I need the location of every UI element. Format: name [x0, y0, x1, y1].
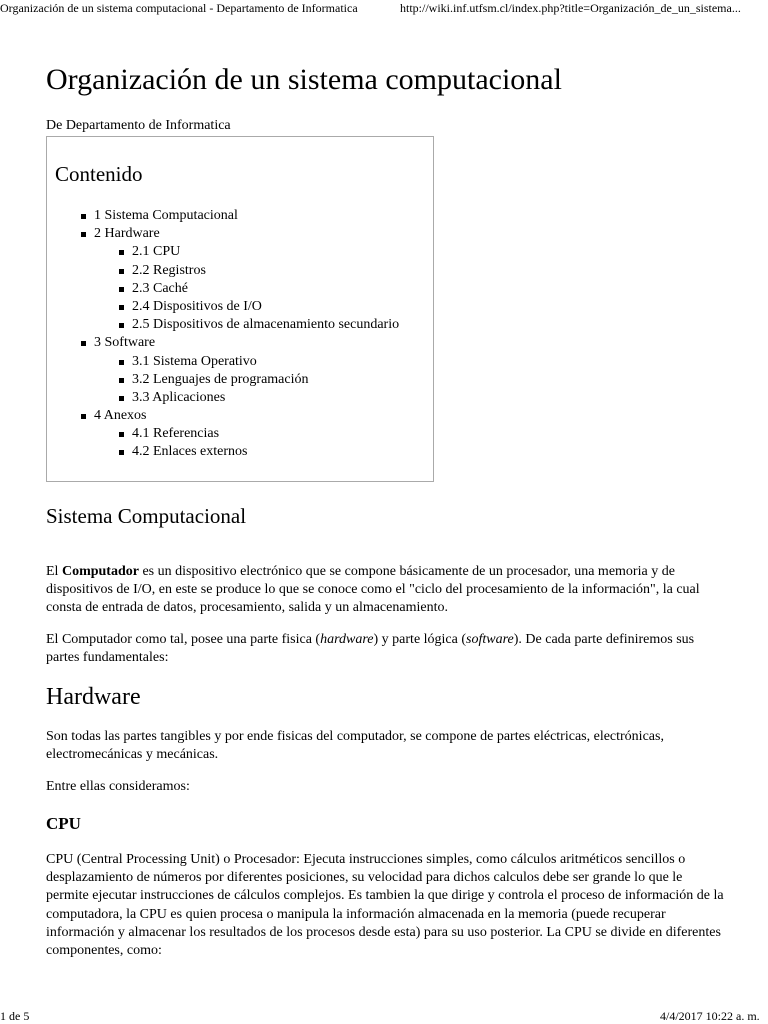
paragraph-hardware-software [46, 631, 726, 667]
toc-item-enlaces-externos[interactable]: 4.2 Enlaces externos [47, 443, 399, 461]
page-number: 1 de 5 [0, 1009, 30, 1023]
toc-title: Contenido [55, 162, 143, 186]
section-heading-sistema-computacional: Sistema Computacional [46, 504, 247, 528]
toc-item-cache[interactable]: 2.3 Caché [47, 280, 399, 298]
toc-item-software[interactable]: 3 Software [47, 334, 399, 352]
toc-item-dispositivos-io[interactable]: 2.4 Dispositivos de I/O [47, 298, 399, 316]
paragraph-computador-definition [46, 563, 726, 618]
bold-term-computador: Computador [61, 564, 139, 579]
toc-item-aplicaciones[interactable]: 3.3 Aplicaciones [47, 389, 399, 407]
print-footer [0, 1008, 768, 1024]
text-run: El Computador como tal, posee una parte fisica ( [46, 632, 321, 647]
paragraph-cpu-definition: CPU (Central Processing Unit) o Procesador: Ejecuta instrucciones simples, como cálculos aritméticos sencillos o desplazamiento de números por diferentes posiciones, su velocidad para dichos calculos debe ser grande lo que le permite ejecutar instrucciones de cálculos complejos. Es tambien la que dirige y controla el proceso de información de la computadora, la CPU es quien procesa o manipula la información almacenada en la memoria (puede recuperar información y almacenar los resultados de los procesos desde esta) para su uso posterior. La CPU se divide en diferentes componentes, como: [46, 852, 724, 959]
toc-item-hardware[interactable]: 2 Hardware [47, 225, 399, 243]
paragraph-hardware-definition: Son todas las partes tangibles y por ende fisicas del computador, se compone de partes eléctricas, electrónicas, electromecánicas y mecánicas. [46, 729, 664, 763]
toc-item-lenguajes-programacion[interactable]: 3.2 Lenguajes de programación [47, 371, 399, 389]
toc-item-registros[interactable]: 2.2 Registros [47, 262, 399, 280]
italic-term-software: software [466, 632, 514, 647]
page-title: Organización de un sistema computacional [46, 63, 562, 96]
toc-item-anexos[interactable]: 4 Anexos [47, 407, 399, 425]
site-subtitle: De Departamento de Informatica [46, 118, 231, 133]
print-header-url: http://wiki.inf.utfsm.cl/index.php?title=Organización_de_un_sistema... [400, 1, 741, 15]
toc-item-almacenamiento-secundario[interactable]: 2.5 Dispositivos de almacenamiento secundario [47, 316, 399, 334]
paragraph-entre-ellas: Entre ellas consideramos: [46, 779, 190, 794]
text-run: ). De cada parte definiremos sus partes fundamentales: [46, 632, 695, 666]
table-of-contents [46, 136, 434, 482]
print-header [0, 0, 768, 16]
section-heading-cpu: CPU [46, 814, 81, 833]
toc-item-sistema-computacional[interactable]: 1 Sistema Computacional [47, 207, 399, 225]
toc-list [47, 207, 399, 462]
toc-item-sistema-operativo[interactable]: 3.1 Sistema Operativo [47, 353, 399, 371]
print-header-title: Organización de un sistema computacional - Departamento de Informatica [0, 1, 358, 15]
italic-term-hardware: hardware [320, 632, 374, 647]
text-run: El [46, 564, 62, 579]
toc-item-referencias[interactable]: 4.1 Referencias [47, 425, 399, 443]
section-heading-hardware: Hardware [46, 684, 141, 710]
toc-item-cpu[interactable]: 2.1 CPU [47, 243, 399, 261]
text-run: es un dispositivo electrónico que se compone básicamente de un procesador, una memoria y de dispositivos de I/O, en este se produce lo que se conoce como el "ciclo del procesamiento de la información", la cual consta de entrada de datos, procesamiento, salida y un almacenamiento. [46, 564, 700, 616]
print-datetime: 4/4/2017 10:22 a. m. [660, 1009, 760, 1023]
text-run: ) y parte lógica ( [373, 632, 467, 647]
